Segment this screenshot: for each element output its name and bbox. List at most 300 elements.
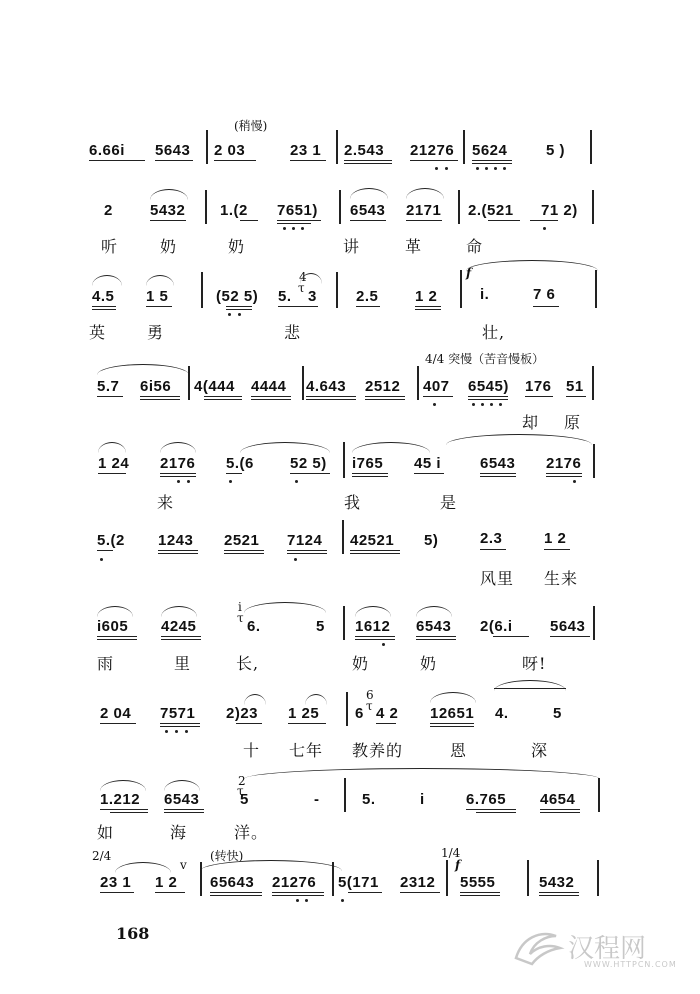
note-group: 6: [355, 705, 364, 722]
underline: [525, 396, 553, 397]
underline: [251, 399, 291, 400]
note-group: 4(444: [194, 378, 235, 395]
note-group: 7571: [160, 705, 196, 722]
lyric: 命: [466, 237, 484, 256]
barline: [593, 606, 595, 640]
barline: [446, 860, 448, 896]
note-group: i765: [352, 455, 384, 472]
underline: [460, 892, 500, 893]
barline: [302, 366, 304, 400]
watermark: [510, 924, 677, 972]
underline: [410, 160, 458, 161]
slur: [406, 188, 444, 199]
underline: [155, 160, 193, 161]
barline: [590, 130, 592, 164]
note-group: 5: [553, 705, 562, 722]
slur: [244, 602, 326, 613]
lyric: 勇: [147, 323, 165, 342]
underline: [97, 639, 137, 640]
underline: [140, 396, 180, 397]
octave-dot: [292, 227, 295, 230]
octave-dot: [472, 403, 475, 406]
time-signature: 2/4: [92, 849, 112, 863]
underline: [100, 723, 136, 724]
note-group: 5): [424, 532, 439, 549]
lyric: 壮,: [482, 323, 506, 342]
lyric: 雨: [97, 654, 115, 673]
underline: [288, 723, 326, 724]
underline: [350, 550, 400, 551]
octave-dot: [382, 643, 385, 646]
trill-mark: τ: [366, 699, 373, 713]
underline: [160, 723, 200, 724]
underline: [493, 636, 529, 637]
slur: [115, 862, 171, 873]
lyric: 奶: [420, 654, 438, 673]
lyric: 呀!: [522, 654, 547, 673]
barline: [336, 130, 338, 164]
lyric: 是: [440, 493, 458, 512]
note-group: 6.66i: [89, 142, 125, 159]
note-group: 5: [316, 618, 325, 635]
underline: [544, 549, 570, 550]
underline: [550, 636, 590, 637]
octave-dot: [175, 730, 178, 733]
note-group: 2.543: [344, 142, 385, 159]
slur: [100, 780, 146, 791]
note-group: 5 ): [546, 142, 566, 159]
slur: [466, 260, 598, 271]
barline: [336, 272, 338, 308]
note-group: 21276: [410, 142, 455, 159]
note-group: 6.: [247, 618, 261, 635]
underline: [164, 812, 204, 813]
lyric: 海: [170, 823, 188, 842]
tempo-mark: 4/4 突慢（苦音慢板）: [425, 352, 545, 366]
lyric: 听: [101, 237, 119, 256]
lyric: 长,: [236, 654, 260, 673]
underline: [530, 220, 558, 221]
octave-dot: [543, 227, 546, 230]
note-group: 6543: [350, 202, 386, 219]
octave-dot: [573, 480, 576, 483]
octave-dot: [490, 403, 493, 406]
lyric: 里: [174, 654, 192, 673]
lyric: 深: [531, 741, 549, 760]
note-group: -: [314, 791, 320, 808]
note-group: 6543: [416, 618, 452, 635]
underline: [494, 688, 566, 689]
watermark-logo-icon: [510, 924, 566, 968]
trill-mark: τ: [237, 784, 244, 798]
note-group: i605: [97, 618, 129, 635]
underline: [480, 476, 516, 477]
underline: [468, 399, 508, 400]
lyric: 我: [344, 493, 362, 512]
barline: [342, 520, 344, 554]
underline: [158, 550, 198, 551]
note-group: 5.7: [97, 378, 120, 395]
note-group: 2(6.i: [480, 618, 513, 635]
octave-dot: [238, 313, 241, 316]
grace-note: 2: [238, 774, 246, 788]
note-group: 5432: [539, 874, 575, 891]
note-group: 2176: [160, 455, 196, 472]
underline: [97, 636, 137, 637]
underline: [214, 160, 256, 161]
octave-dot: [283, 227, 286, 230]
octave-dot: [229, 480, 232, 483]
note-group: 51: [566, 378, 584, 395]
octave-dot: [296, 899, 299, 902]
underline: [468, 396, 508, 397]
barline: [346, 692, 348, 726]
underline: [546, 473, 582, 474]
underline: [158, 553, 198, 554]
underline: [546, 476, 582, 477]
slur: [97, 364, 189, 375]
lyric: 却: [522, 413, 540, 432]
note-group: 7 6: [533, 286, 556, 303]
note-group: 6543: [480, 455, 516, 472]
underline: [430, 723, 474, 724]
barline: [592, 190, 594, 224]
breath-mark: v: [180, 858, 187, 872]
note-group: 23 1: [100, 874, 132, 891]
watermark-url: WWW.HTTPCN.COM: [584, 960, 677, 969]
underline: [272, 895, 324, 896]
slur: [300, 273, 322, 284]
octave-dot: [100, 558, 103, 561]
slur: [244, 694, 266, 705]
octave-dot: [187, 480, 190, 483]
underline: [89, 160, 145, 161]
barline: [598, 778, 600, 812]
lyric: 原: [564, 413, 582, 432]
note-group: 2 04: [100, 705, 132, 722]
lyric: 七年: [289, 741, 324, 760]
slur: [350, 188, 388, 199]
octave-dot: [177, 480, 180, 483]
underline: [539, 895, 579, 896]
slur: [97, 606, 133, 617]
note-group: (52 5): [216, 288, 259, 305]
barline: [593, 444, 595, 478]
underline: [306, 399, 356, 400]
underline: [400, 892, 440, 893]
trill-mark: τ: [298, 281, 305, 295]
barline: [597, 860, 599, 896]
note-group: 4 2: [376, 705, 399, 722]
underline: [98, 473, 126, 474]
note-group: 2)23: [226, 705, 259, 722]
underline: [472, 163, 512, 164]
underline: [210, 895, 262, 896]
underline: [160, 476, 196, 477]
lyric: 如: [97, 823, 115, 842]
note-group: 407: [423, 378, 450, 395]
tempo-mark: (稍慢): [234, 119, 268, 133]
underline: [277, 223, 311, 224]
note-group: 2171: [406, 202, 442, 219]
note-group: 5624: [472, 142, 508, 159]
underline: [290, 160, 326, 161]
underline: [533, 306, 559, 307]
note-group: 1 2: [155, 874, 178, 891]
note-group: 2: [104, 202, 113, 219]
underline: [97, 550, 113, 551]
trill-mark: τ: [237, 611, 244, 625]
underline: [278, 306, 318, 307]
underline: [204, 396, 242, 397]
underline: [365, 396, 405, 397]
octave-dot: [301, 227, 304, 230]
note-group: 2.5: [356, 288, 379, 305]
underline: [466, 809, 516, 810]
grace-note: 6: [366, 688, 374, 702]
underline: [210, 892, 262, 893]
grace-note: i: [238, 600, 242, 614]
underline: [423, 396, 453, 397]
underline: [348, 892, 382, 893]
underline: [540, 809, 580, 810]
underline: [161, 636, 201, 637]
note-group: 12651: [430, 705, 475, 722]
underline: [415, 309, 441, 310]
note-group: 6.765: [466, 791, 507, 808]
underline: [306, 396, 356, 397]
octave-dot: [228, 313, 231, 316]
lyric: 奶: [160, 237, 178, 256]
note-group: i: [420, 791, 425, 808]
underline: [287, 550, 327, 551]
underline: [480, 473, 516, 474]
underline: [406, 220, 442, 221]
slur: [98, 442, 126, 453]
note-group: 2176: [546, 455, 582, 472]
slur: [305, 694, 327, 705]
note-group: 4.5: [92, 288, 115, 305]
slur: [352, 442, 430, 453]
underline: [161, 639, 201, 640]
slur: [146, 275, 174, 286]
underline: [287, 553, 327, 554]
note-group: 1.(2: [220, 202, 248, 219]
underline: [355, 636, 395, 637]
note-group: 4.: [495, 705, 509, 722]
underline: [100, 892, 134, 893]
underline: [226, 309, 252, 310]
note-group: 1 25: [288, 705, 320, 722]
underline: [476, 812, 516, 813]
note-group: 6i56: [140, 378, 172, 395]
octave-dot: [445, 167, 448, 170]
barline: [595, 270, 597, 308]
barline: [206, 130, 208, 164]
note-group: 1.212: [100, 791, 141, 808]
octave-dot: [165, 730, 168, 733]
lyric: 洋。: [234, 823, 269, 842]
barline: [205, 190, 207, 224]
underline: [539, 892, 579, 893]
octave-dot: [294, 558, 297, 561]
note-group: i.: [480, 286, 490, 303]
underline: [356, 306, 380, 307]
underline: [97, 396, 123, 397]
barline: [344, 778, 346, 812]
slur: [416, 606, 452, 617]
underline: [415, 306, 441, 307]
underline: [236, 723, 262, 724]
note-group: 5643: [550, 618, 586, 635]
octave-dot: [494, 167, 497, 170]
note-group: 1 24: [98, 455, 130, 472]
lyric: 十: [243, 741, 261, 760]
underline: [110, 812, 148, 813]
slur: [355, 606, 391, 617]
barline: [527, 860, 529, 896]
underline: [472, 160, 512, 161]
note-group: 5555: [460, 874, 496, 891]
octave-dot: [433, 403, 436, 406]
underline: [160, 726, 200, 727]
octave-dot: [185, 730, 188, 733]
underline: [416, 636, 456, 637]
underline: [365, 399, 405, 400]
underline: [290, 473, 330, 474]
lyric: 生来: [544, 569, 579, 588]
octave-dot: [341, 899, 344, 902]
note-group: 5643: [155, 142, 191, 159]
note-group: 1243: [158, 532, 194, 549]
dynamic-forte: f: [455, 858, 461, 872]
note-group: 45 i: [414, 455, 442, 472]
note-group: 5(171: [338, 874, 379, 891]
note-group: 6545): [468, 378, 509, 395]
barline: [592, 366, 594, 400]
note-group: 5.(6: [226, 455, 254, 472]
barline: [343, 442, 345, 478]
underline: [164, 809, 204, 810]
octave-dot: [485, 167, 488, 170]
grace-note: 4: [299, 270, 307, 284]
slur: [240, 442, 330, 453]
note-group: 5.(2: [97, 532, 125, 549]
underline: [350, 553, 400, 554]
lyric: 奶: [228, 237, 246, 256]
slur: [150, 189, 188, 200]
underline: [430, 726, 474, 727]
note-group: 65643: [210, 874, 255, 891]
underline: [224, 550, 264, 551]
slur: [164, 780, 200, 791]
underline: [352, 476, 388, 477]
note-group: 176: [525, 378, 552, 395]
underline: [376, 723, 396, 724]
page-number: 168: [116, 924, 150, 943]
barline: [458, 190, 460, 224]
note-group: 7651): [277, 202, 318, 219]
underline: [540, 812, 580, 813]
barline: [417, 366, 419, 400]
underline: [226, 473, 242, 474]
lyric: 教养的: [352, 741, 404, 760]
underline: [92, 309, 116, 310]
lyric: 革: [405, 237, 423, 256]
slur: [160, 442, 196, 453]
barline: [339, 190, 341, 224]
underline: [160, 473, 196, 474]
underline: [204, 399, 242, 400]
barline: [188, 366, 190, 400]
slur: [244, 768, 600, 779]
barline: [460, 270, 462, 308]
time-signature: 1/4: [441, 846, 461, 860]
note-group: 42521: [350, 532, 395, 549]
underline: [350, 220, 386, 221]
note-group: 6543: [164, 791, 200, 808]
underline: [488, 220, 520, 221]
note-group: 5: [240, 791, 249, 808]
note-group: 5432: [150, 202, 186, 219]
note-group: 4245: [161, 618, 197, 635]
note-group: 2 03: [214, 142, 246, 159]
note-group: 2312: [400, 874, 436, 891]
underline: [100, 809, 148, 810]
slur: [430, 692, 476, 703]
note-group: 1 2: [544, 530, 567, 547]
underline: [352, 473, 388, 474]
barline: [200, 862, 202, 896]
lyric: 奶: [352, 654, 370, 673]
underline: [251, 396, 291, 397]
underline: [355, 639, 395, 640]
slur: [446, 434, 592, 445]
note-group: 2521: [224, 532, 260, 549]
barline: [201, 272, 203, 308]
note-group: 7124: [287, 532, 323, 549]
note-group: 2512: [365, 378, 401, 395]
tempo-mark: (转快): [210, 849, 244, 863]
underline: [480, 549, 506, 550]
note-group: 2.3: [480, 530, 503, 547]
octave-dot: [481, 403, 484, 406]
underline: [414, 473, 444, 474]
underline: [344, 160, 392, 161]
note-group: 2.(521: [468, 202, 514, 219]
underline: [92, 306, 116, 307]
underline: [150, 220, 186, 221]
note-group: 1612: [355, 618, 391, 635]
slur: [92, 275, 122, 286]
lyric: 恩: [450, 741, 468, 760]
underline: [226, 306, 252, 307]
barline: [343, 606, 345, 640]
octave-dot: [499, 403, 502, 406]
lyric: 悲: [284, 323, 302, 342]
note-group: 5.: [278, 288, 292, 305]
underline: [277, 220, 321, 221]
underline: [240, 220, 258, 221]
slur: [161, 606, 197, 617]
watermark-text: 汉程网: [568, 934, 647, 964]
note-group: 21276: [272, 874, 317, 891]
underline: [272, 892, 324, 893]
lyric: 来: [157, 493, 175, 512]
underline: [224, 553, 264, 554]
underline: [460, 895, 500, 896]
lyric: 英: [89, 323, 107, 342]
